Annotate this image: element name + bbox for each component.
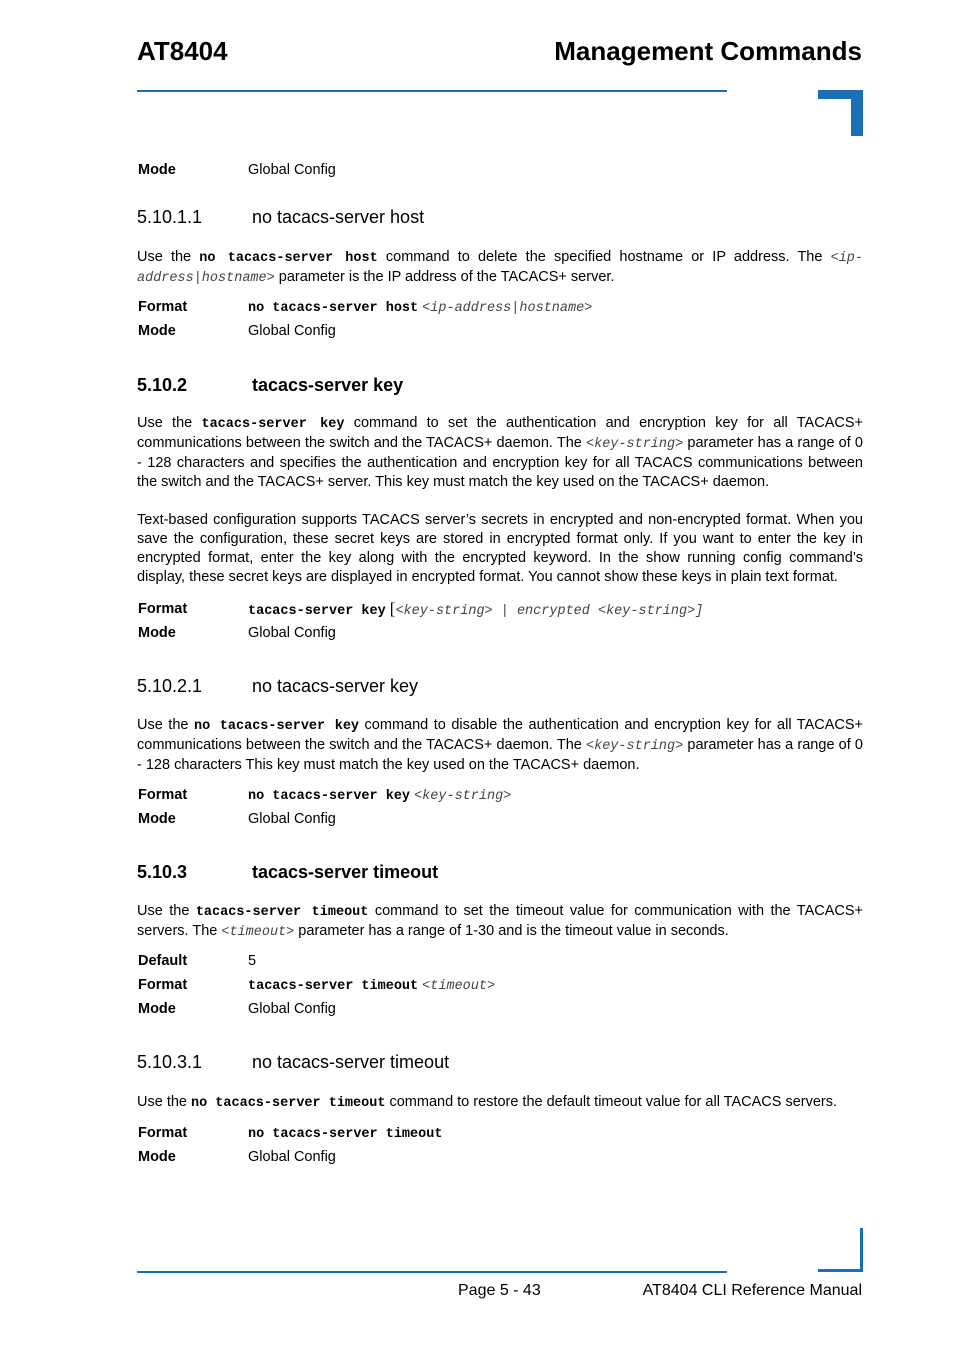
mode-value: Global Config xyxy=(248,162,336,178)
section-title: tacacs-server key xyxy=(252,375,404,395)
mode-label: Mode xyxy=(138,162,176,178)
mode-value: Global Config xyxy=(248,1001,336,1017)
default-value: 5 xyxy=(248,953,257,969)
format-label: Format xyxy=(138,977,188,993)
section-no-tacacs-server-host-description: Use the no tacacs-server host command to delete the specified hostname or IP address. The <ip-address|hostname> parameter is the IP address of the TACACS+ server. xyxy=(137,249,864,286)
parameter-name: <ip-address|hostname> xyxy=(137,251,864,286)
section-tacacs-server-timeout-description: Use the tacacs-server timeout command to set the timeout value for communication with the TACACS+ servers. The <timeout> parameter has a range of 1-30 and is the timeout value in seconds. xyxy=(137,903,863,940)
section-title: no tacacs-server host xyxy=(252,207,425,227)
footer-page-number: Page 5 - 43 xyxy=(458,1282,541,1299)
footer-rule xyxy=(137,1271,727,1273)
parameter-name: <key-string> xyxy=(586,739,684,754)
mode-value: Global Config xyxy=(248,1149,336,1165)
mode-label: Mode xyxy=(138,625,176,641)
section-no-tacacs-server-timeout-description: Use the no tacacs-server timeout command to restore the default timeout value for all TACACS servers. xyxy=(137,1094,838,1111)
format-label: Format xyxy=(138,787,188,803)
mode-label: Mode xyxy=(138,1001,176,1017)
section-no-tacacs-server-host-heading xyxy=(137,206,863,228)
default-label: Default xyxy=(138,953,188,969)
section-tacacs-server-key-encryption-note: Text-based configuration supports TACACS server’s secrets in encrypted and non-encrypted format. When you save the configuration, these secret keys are stored in encrypted format only. If you want to enter the key in encrypted format, enter the key along with the encrypted keyword. In the show running config command’s display, these secret keys are displayed in encrypted format. You cannot show these keys in plain text format. xyxy=(137,512,863,585)
format-value: no tacacs-server key <key-string> xyxy=(248,789,512,804)
format-value: tacacs-server timeout <timeout> xyxy=(248,979,496,994)
format-label: Format xyxy=(138,1125,188,1141)
mode-label: Mode xyxy=(138,811,176,827)
section-number: 5.10.1.1 xyxy=(137,207,203,227)
section-number: 5.10.2 xyxy=(137,375,188,395)
mode-label: Mode xyxy=(138,1149,176,1165)
section-no-tacacs-server-key-heading xyxy=(137,675,863,697)
format-label: Format xyxy=(138,299,188,315)
section-no-tacacs-server-key-description: Use the no tacacs-server key command to disable the authentication and encryption key for all TACACS+ communications between the switch and the TACACS+ daemon. The <key-string> parameter has a range of 0 - 128 characters This key must match the key used on the TACACS+ daemon. xyxy=(137,717,864,773)
command-name: no tacacs-server host xyxy=(199,251,378,266)
header-corner-mark-vertical xyxy=(851,90,863,136)
mode-value: Global Config xyxy=(248,625,336,641)
section-title: tacacs-server timeout xyxy=(252,862,439,882)
footer-corner-mark xyxy=(818,1269,863,1272)
section-title: no tacacs-server key xyxy=(252,676,419,696)
format-value: no tacacs-server timeout xyxy=(248,1127,443,1142)
footer-manual-title: AT8404 CLI Reference Manual xyxy=(642,1282,862,1299)
section-tacacs-server-key-heading xyxy=(137,374,863,396)
format-label: Format xyxy=(138,601,188,617)
format-value: tacacs-server key [<key-string> | encrypted <key-string>] xyxy=(248,599,704,619)
command-name: tacacs-server key xyxy=(201,417,345,432)
section-number: 5.10.3 xyxy=(137,862,188,882)
section-tacacs-server-key-description: Use the tacacs-server key command to set the authentication and encryption key for all TACACS+ communications between the switch and the TACACS+ daemon. The <key-string> parameter has a range of 0 - 128 characters and specifies the authentication and encryption key for all TACACS communications between the switch and the TACACS+ server. This key must match the key used on the TACACS+ daemon. xyxy=(137,415,863,490)
header-rule xyxy=(137,90,727,92)
command-name: no tacacs-server timeout xyxy=(191,1096,386,1111)
command-name: tacacs-server timeout xyxy=(195,905,369,920)
header-chapter-title: Management Commands xyxy=(554,36,862,66)
section-tacacs-server-timeout-heading xyxy=(137,861,863,883)
command-name: no tacacs-server key xyxy=(194,719,360,734)
mode-label: Mode xyxy=(138,323,176,339)
parameter-name: <key-string> xyxy=(586,437,684,452)
mode-value: Global Config xyxy=(248,811,336,827)
parameter-name: <timeout> xyxy=(221,925,295,940)
section-title: no tacacs-server timeout xyxy=(252,1052,450,1072)
header-product-title: AT8404 xyxy=(137,36,228,66)
footer-corner-mark-vertical xyxy=(860,1228,863,1272)
format-value: no tacacs-server host <ip-address|hostname> xyxy=(248,301,593,316)
section-number: 5.10.3.1 xyxy=(137,1052,203,1072)
section-no-tacacs-server-timeout-heading xyxy=(137,1051,863,1073)
mode-value: Global Config xyxy=(248,323,336,339)
section-number: 5.10.2.1 xyxy=(137,676,203,696)
